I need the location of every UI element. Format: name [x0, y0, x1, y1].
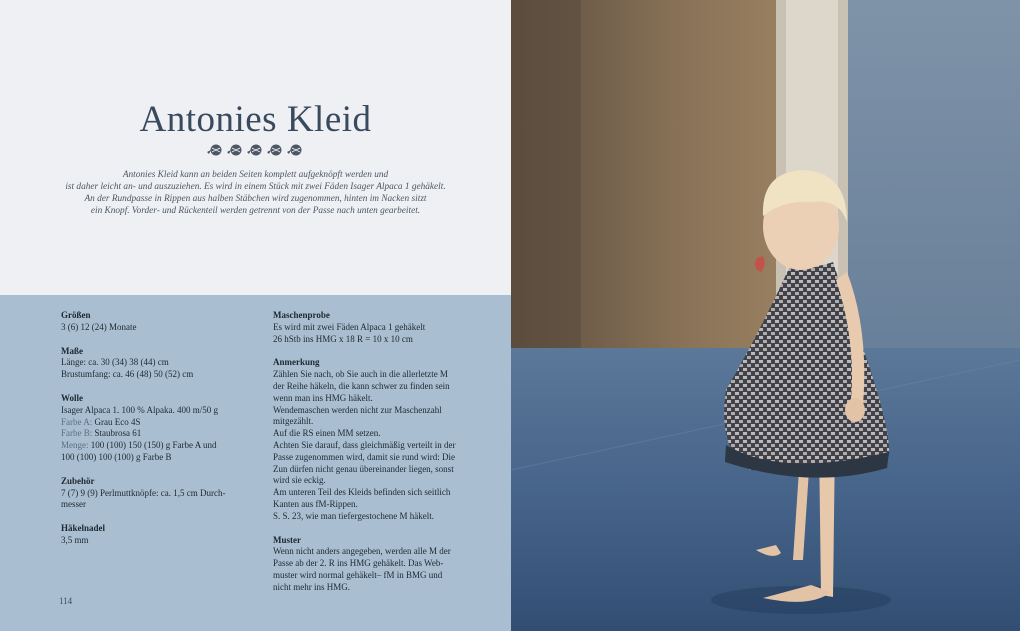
left-column [61, 310, 241, 559]
section-line: muster wird normal gehäkelt– fM in BMG und [273, 569, 443, 580]
section-line: nicht mehr ins HMG. [273, 581, 350, 592]
section-line: Zun dürfen nicht genau übereinander liegen, sonst [273, 463, 454, 474]
intro-line: Antonies Kleid kann an beiden Seiten komplett aufgeknöpft werden und [122, 170, 389, 180]
section-hook [61, 523, 241, 547]
section-line: Isager Alpaca 1. 100 % Alpaka. 400 m/50 g [61, 404, 218, 415]
section-sizes [61, 310, 241, 334]
section-line: 26 hStb ins HMG x 18 R = 10 x 10 cm [273, 333, 413, 344]
section-title: Wolle [61, 392, 83, 403]
section-line: Es wird mit zwei Fäden Alpaca 1 gehäkelt [273, 321, 426, 332]
section-measurements [61, 346, 241, 381]
section-line: Farbe A: Grau Eco 4S [61, 416, 141, 427]
section-title: Größen [61, 310, 91, 320]
section-line: 3,5 mm [61, 534, 89, 545]
page-title: Antonies Kleid [139, 99, 372, 140]
section-line: Wenn nicht anders angegeben, werden alle M der [273, 546, 451, 557]
section-line: 7 (7) 9 (9) Perlmuttknöpfe: ca. 1,5 cm Durch- [61, 487, 226, 498]
section-line: Am unteren Teil des Kleids befinden sich seitlich [273, 487, 451, 498]
spec-label: Farbe B: [61, 428, 93, 439]
photo-illustration [511, 0, 1020, 631]
intro-line: ein Knopf. Vorder- und Rückenteil werden getrennt von der Passe nach unten gearbeitet. [90, 206, 421, 216]
section-line: mitgezählt. [273, 416, 314, 427]
section-yarn [61, 393, 241, 464]
section-line: Achten Sie darauf, dass gleichmäßig verteilt in der [273, 439, 456, 450]
section-line: Menge: 100 (100) 150 (150) g Farbe A und [61, 440, 217, 451]
section-line: 100 (100) 100 (100) g Farbe B [61, 451, 172, 462]
section-line: messer [61, 499, 86, 510]
section-line: Länge: ca. 30 (34) 38 (44) cm [61, 357, 169, 368]
section-line: 3 (6) 12 (24) Monate [61, 321, 137, 332]
section-line: S. S. 23, wie man tiefergestochene M häkelt. [273, 510, 435, 521]
section-line: der Reihe häkeln, die kann schwer zu finden sein [273, 380, 450, 391]
section-line: Wendemaschen werden nicht zur Maschenzahl [273, 404, 442, 415]
section-title: Häkelnadel [61, 523, 106, 534]
section-accessories [61, 476, 241, 511]
intro-panel [0, 0, 511, 295]
section-line: Farbe B: Staubrosa 61 [61, 428, 142, 439]
section-pattern [273, 535, 473, 594]
section-line: Brustumfang: ca. 46 (48) 50 (52) cm [61, 369, 194, 380]
toddler-in-dress-photo [511, 0, 1020, 631]
intro-line: An der Rundpasse in Rippen aus halben Stäbchen wird zugenommen, hinten im Nacken sitzt [84, 194, 427, 204]
page-number: 114 [59, 596, 73, 606]
spec-label: Menge: [61, 440, 89, 451]
section-line: Passe ab der 2. R ins HMG gehäkelt. Das Web- [273, 558, 444, 569]
section-title: Muster [273, 534, 301, 545]
details-panel [0, 295, 511, 631]
section-line: wird sie eckig. [273, 475, 326, 486]
section-line: Auf die RS einen MM setzen. [273, 428, 381, 439]
intro-paragraph [30, 169, 481, 217]
section-title: Anmerkung [273, 357, 320, 368]
section-line: Zählen Sie nach, ob Sie auch in die allerletzte M [273, 369, 448, 380]
section-line: wenn man ins HMG häkelt. [273, 392, 373, 403]
spec-label: Farbe A: [61, 416, 93, 427]
section-title: Zubehör [61, 475, 95, 486]
yarn-ball-ornament-icon [0, 143, 511, 162]
section-title: Maschenprobe [273, 310, 330, 320]
intro-line: ist daher leicht an- und auszuziehen. Es wird in einem Stück mit zwei Fäden Isager Alpaca 1 gehäkelt. [65, 182, 446, 192]
section-line: Passe zugenommen wird, damit sie rund wird: Die [273, 451, 455, 462]
section-line: Kanten aus fM-Rippen. [273, 498, 358, 509]
section-gauge [273, 310, 473, 345]
section-title: Maße [61, 345, 83, 356]
section-notes [273, 357, 473, 522]
right-column [273, 310, 473, 606]
